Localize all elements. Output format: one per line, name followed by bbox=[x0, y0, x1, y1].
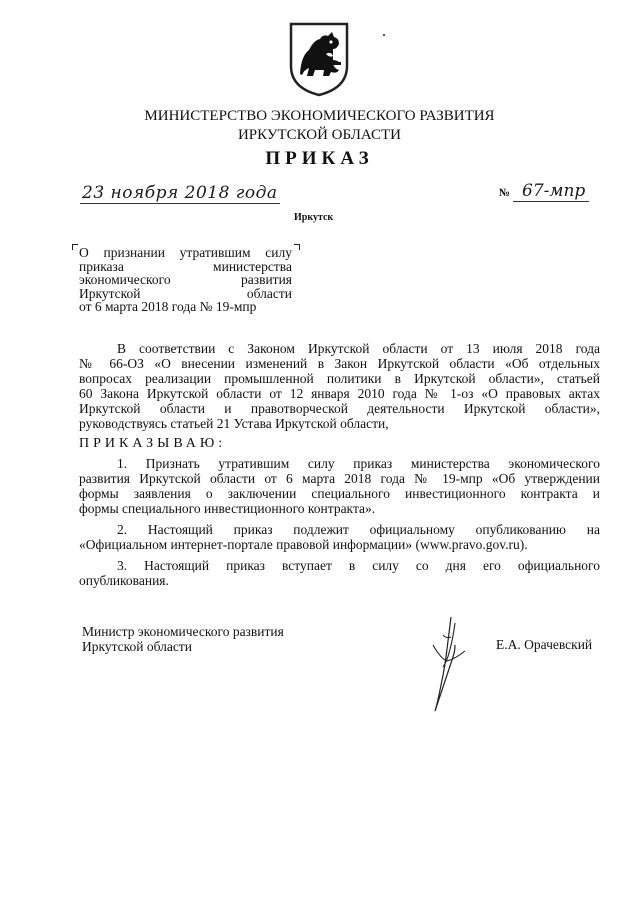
subject-corner-left bbox=[72, 244, 78, 250]
subject-line: Иркутской области bbox=[79, 285, 292, 301]
item-1-line: 1. Признать утратившим силу приказ министерства экономического bbox=[117, 456, 600, 471]
date-underline bbox=[80, 203, 280, 204]
signatory-title-line2: Иркутской области bbox=[82, 638, 193, 654]
item-2-line: 2. Настоящий приказ подлежит официальному опубликованию на bbox=[117, 522, 600, 537]
item-3 bbox=[79, 558, 600, 588]
signatory-title bbox=[82, 625, 284, 654]
subject-line: приказа министерства bbox=[79, 258, 292, 274]
document-type-title: ПРИКАЗ bbox=[265, 148, 374, 169]
item-1 bbox=[79, 456, 600, 516]
order-number: 67-мпр bbox=[522, 181, 586, 201]
item-2 bbox=[79, 522, 600, 552]
subject-line: О признании утратившим силу bbox=[79, 245, 292, 260]
item-3-line: опубликования. bbox=[79, 573, 169, 588]
ministry-name-line2: ИРКУТСКОЙ ОБЛАСТИ bbox=[237, 127, 402, 143]
number-prefix: № bbox=[499, 187, 511, 199]
item-1-line: развития Иркутской области от 6 марта 2018 года № 19-мпр «Об утверждении bbox=[79, 471, 600, 486]
subject-block bbox=[79, 246, 292, 314]
coat-of-arms-icon bbox=[287, 18, 351, 98]
preamble-line: № 66-ОЗ «О внесении изменений в Закон Иркутской области «Об отдельных bbox=[79, 356, 600, 371]
ministry-name-line1: МИНИСТЕРСТВО ЭКОНОМИЧЕСКОГО РАЗВИТИЯ bbox=[144, 108, 495, 124]
preamble-line: 60 Закона Иркутской области от 12 января 2010 года № 1-оз «О правовых актах bbox=[79, 386, 600, 401]
subject-line: экономического развития bbox=[79, 272, 292, 287]
preamble-line: руководствуясь статьей 21 Устава Иркутской области, bbox=[79, 416, 389, 431]
item-1-line: формы специального инвестиционного контракта». bbox=[79, 501, 376, 516]
preamble-line: В соответствии с Законом Иркутской области от 13 июля 2018 года bbox=[117, 341, 600, 356]
preamble bbox=[79, 341, 600, 431]
item-3-line: 3. Настоящий приказ вступает в силу со дня его официального bbox=[117, 558, 600, 573]
order-date: 23 ноября 2018 года bbox=[82, 183, 278, 203]
city: Иркутск bbox=[294, 212, 334, 223]
preamble-line: вопросах реализации промышленной политики в Иркутской области», статьей bbox=[79, 371, 600, 386]
item-2-line: «Официальном интернет-портале правовой информации» (www.pravo.gov.ru). bbox=[79, 537, 528, 552]
item-1-line: формы заявления о заключении специального инвестиционного контракта и bbox=[79, 486, 600, 501]
preamble-line: Иркутской области и правотворческой деятельности Иркутской области», bbox=[79, 401, 600, 416]
scan-speck bbox=[383, 34, 385, 36]
number-underline bbox=[513, 201, 589, 202]
signatory-name: Е.А. Орачевский bbox=[496, 637, 593, 652]
subject-line: от 6 марта 2018 года № 19-мпр bbox=[79, 299, 257, 314]
command-word: ПРИКАЗЫВАЮ: bbox=[79, 436, 227, 451]
subject-corner-right bbox=[294, 244, 300, 250]
signatory-title-line1: Министр экономического развития bbox=[82, 624, 284, 639]
handwritten-signature-icon bbox=[425, 615, 473, 715]
